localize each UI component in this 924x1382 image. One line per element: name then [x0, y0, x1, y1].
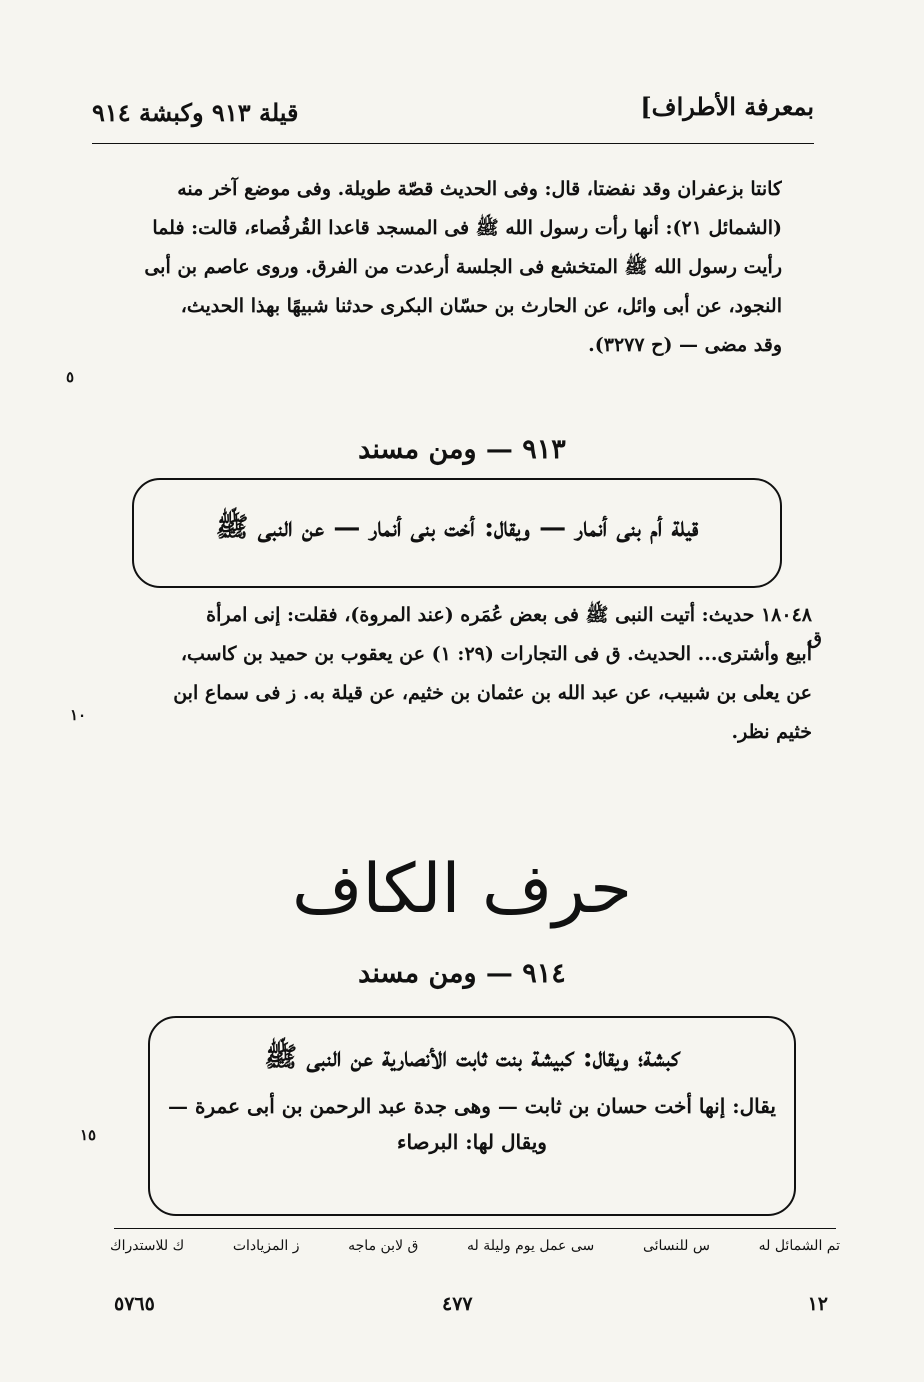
hadith-line: عن يعلى بن شبيب، عن عبد الله بن عثمان بن خثيم، عن قيلة به. ز فى سماع ابن [173, 682, 812, 704]
line-number-10: ١٠ [70, 706, 87, 724]
intro-paragraph [92, 170, 782, 365]
section-914-note-line: يقال: إنها أخت حسان بن ثابت — وهى جدة عبد الرحمن بن أبى عمرة — [168, 1094, 776, 1118]
hadith-line: خثيم نظر. [731, 721, 812, 743]
legend-item: س للنسائى [642, 1238, 710, 1254]
legend-item: تم الشمائل له [758, 1238, 840, 1254]
intro-line: (الشمائل ٢١): أنها رأت رسول الله ﷺ فى المسجد قاعدا القُرفُصاء، قالت: فلما [152, 217, 782, 239]
section-913-title-box [132, 478, 782, 588]
intro-line: رأيت رسول الله ﷺ المتخشع فى الجلسة أرعدت من الفرق. وروى عاصم بن أبى [144, 256, 782, 278]
intro-line: كانتا بزعفران وقد نفضتا، قال: وفى الحديث قصّة طويلة. وفى موضع آخر منه [177, 178, 782, 200]
section-914-title-box [148, 1016, 796, 1216]
intro-line: وقد مضى — (ح ٣٢٧٧). [588, 334, 782, 356]
legend-item: ز المزيادات [232, 1238, 300, 1254]
section-914-note-line: ويقال لها: البرصاء [397, 1130, 547, 1154]
footer-volume-number: ١٢ [807, 1293, 828, 1315]
sigla-legend [110, 1238, 840, 1254]
legend-item: ك للاستدراك [110, 1238, 185, 1254]
line-number-15: ١٥ [80, 1126, 97, 1144]
hadith-line: أبيع وأشترى... الحديث. ق فى التجارات (٢٩: ١) عن يعقوب بن حميد بن كاسب، [180, 643, 812, 665]
footer-rule [114, 1228, 836, 1229]
running-header-left: قيلة ٩١٣ وكبشة ٩١٤ [92, 98, 299, 127]
chapter-title: حرف الكاف [291, 850, 633, 929]
intro-line: النجود، عن أبى وائل، عن الحارث بن حسّان البكرى حدثنا شبيهًا بهذا الحديث، [180, 295, 782, 317]
section-914-title: كبشة؛ ويقال: كبيشة بنت ثابت الأنصارية عن النبى ﷺ [264, 1042, 680, 1073]
hadith-line: ١٨٠٤٨ حديث: أتيت النبى ﷺ فى بعض عُمَره (عند المروة)، فقلت: إنى امرأة [206, 604, 812, 626]
section-913-title: قيلة أم بنى أنمار — ويقال: أخت بنى أنمار — عن النبى ﷺ [215, 512, 699, 543]
legend-item: ق لابن ماجه [348, 1238, 419, 1254]
hadith-18048 [102, 596, 812, 752]
footer-left-number: ٥٧٦٥ [114, 1293, 155, 1315]
legend-item: سى عمل يوم وليلة له [467, 1238, 595, 1254]
header-rule [92, 143, 814, 144]
section-913-heading: ٩١٣ — ومن مسند [358, 434, 566, 465]
line-number-5: ٥ [66, 368, 75, 386]
running-header-right: بمعرفة الأطراف] [640, 92, 814, 121]
hadith-sigla: ق [808, 628, 822, 649]
footer-page-number: ٤٧٧ [442, 1293, 473, 1315]
section-914-heading: ٩١٤ — ومن مسند [358, 958, 566, 989]
